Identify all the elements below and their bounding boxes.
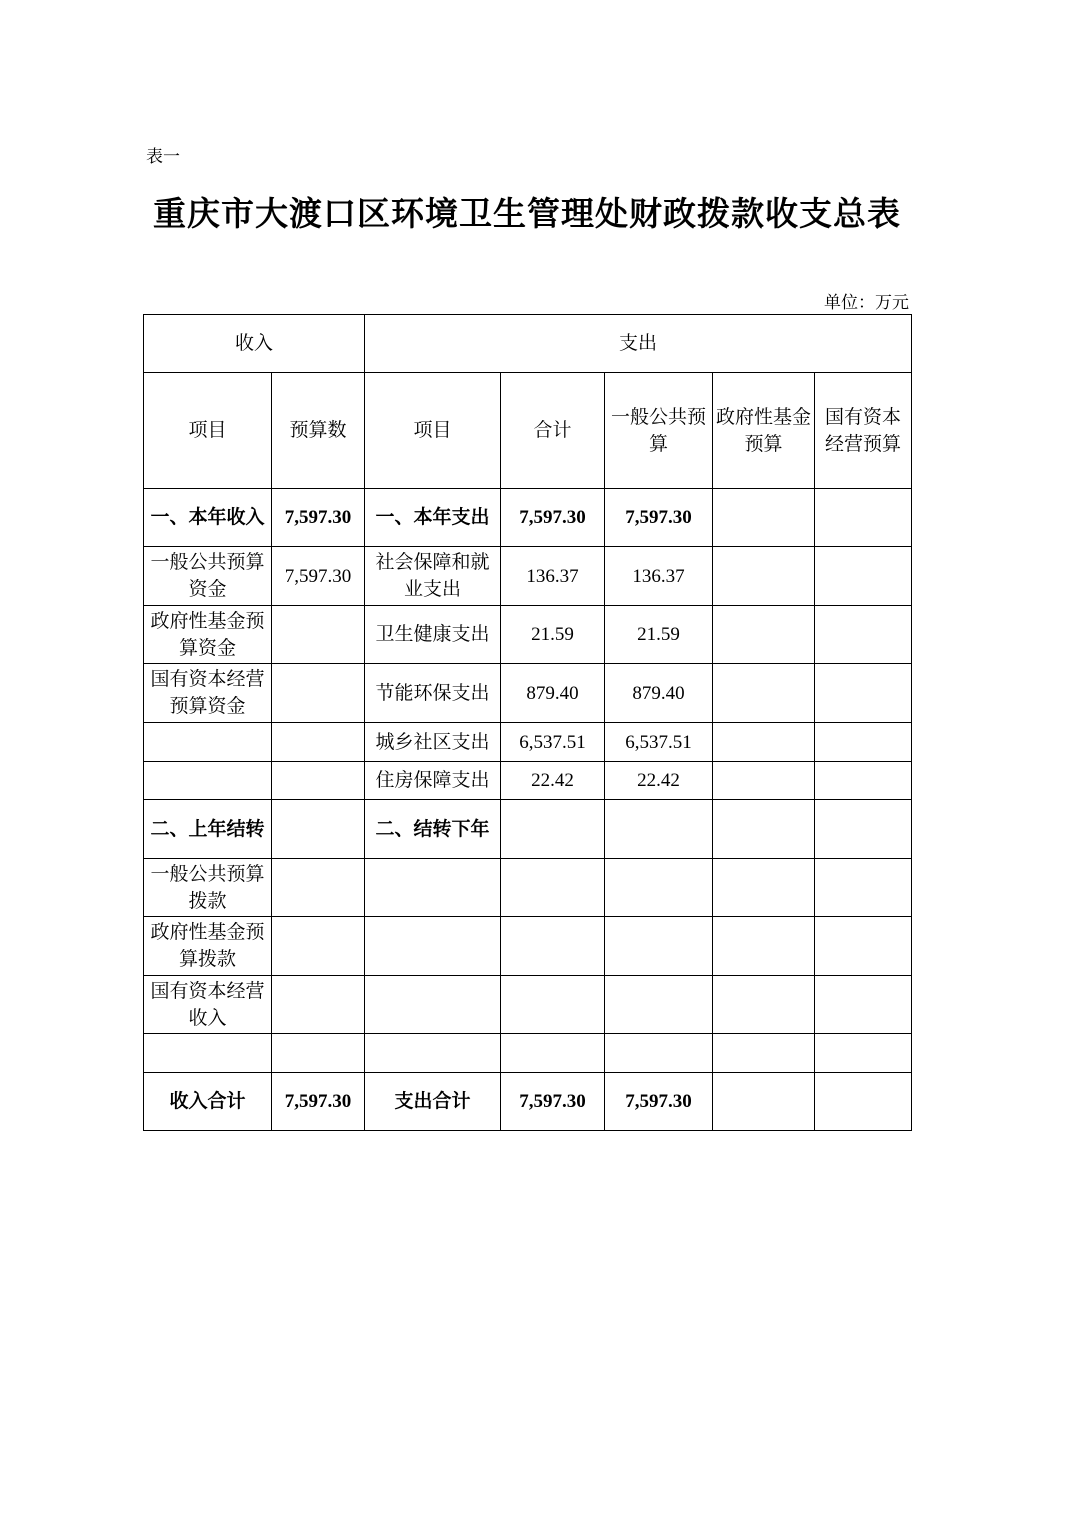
- row-total: [501, 1034, 605, 1073]
- row-total: [501, 976, 605, 1034]
- row-expense-item: 住房保障支出: [365, 762, 501, 800]
- expense-total-label: 支出合计: [365, 1073, 501, 1131]
- row-gov-fund: [713, 723, 815, 762]
- row-state-capital: [815, 547, 912, 606]
- row-state-capital: [815, 917, 912, 976]
- row-state-capital: [815, 723, 912, 762]
- row-expense-item: [365, 976, 501, 1034]
- row-gov-fund: [713, 917, 815, 976]
- row-gov-fund: [713, 606, 815, 664]
- row-expense-item: 城乡社区支出: [365, 723, 501, 762]
- row-income-item: 政府性基金预算拨款: [144, 917, 272, 976]
- row-gov-fund: [713, 547, 815, 606]
- row-income-amount: [272, 976, 365, 1034]
- expense-total-state-capital: [815, 1073, 912, 1131]
- table-label: 表一: [146, 147, 180, 167]
- row-total: 6,537.51: [501, 723, 605, 762]
- row-total: 136.37: [501, 547, 605, 606]
- expense-total-general: 7,597.30: [605, 1073, 713, 1131]
- row-total: [501, 917, 605, 976]
- row-general: 6,537.51: [605, 723, 713, 762]
- row-gov-fund: [713, 1034, 815, 1073]
- expense-header: 支出: [365, 315, 912, 373]
- income-total-amount: 7,597.30: [272, 1073, 365, 1131]
- row-gov-fund: [713, 800, 815, 859]
- row-income-amount: [272, 1034, 365, 1073]
- row-expense-item: [365, 917, 501, 976]
- row-expense-item: 卫生健康支出: [365, 606, 501, 664]
- row-total: [501, 800, 605, 859]
- row-state-capital: [815, 859, 912, 917]
- row-expense-item: [365, 1034, 501, 1073]
- budget-header: 预算数: [272, 373, 365, 489]
- row-gov-fund: [713, 859, 815, 917]
- row-general: [605, 859, 713, 917]
- row-state-capital: [815, 762, 912, 800]
- row-income-item: 国有资本经营预算资金: [144, 664, 272, 723]
- row-state-capital: [815, 976, 912, 1034]
- row-income-item: [144, 762, 272, 800]
- row-total: 22.42: [501, 762, 605, 800]
- row-general: 879.40: [605, 664, 713, 723]
- row-total: 7,597.30: [501, 489, 605, 547]
- row-income-amount: [272, 762, 365, 800]
- row-total: [501, 859, 605, 917]
- income-item-header: 项目: [144, 373, 272, 489]
- row-general: [605, 1034, 713, 1073]
- row-gov-fund: [713, 976, 815, 1034]
- row-income-item: 一般公共预算拨款: [144, 859, 272, 917]
- row-state-capital: [815, 606, 912, 664]
- row-income-amount: [272, 606, 365, 664]
- income-header: 收入: [144, 315, 365, 373]
- document-title: 重庆市大渡口区环境卫生管理处财政拨款收支总表: [153, 194, 901, 233]
- row-income-amount: [272, 917, 365, 976]
- income-total-label: 收入合计: [144, 1073, 272, 1131]
- row-expense-item: 社会保障和就业支出: [365, 547, 501, 606]
- row-expense-item: 二、结转下年: [365, 800, 501, 859]
- row-general: [605, 976, 713, 1034]
- row-general: 7,597.30: [605, 489, 713, 547]
- row-state-capital: [815, 800, 912, 859]
- expense-item-header: 项目: [365, 373, 501, 489]
- row-general: [605, 917, 713, 976]
- expense-total-gov-fund: [713, 1073, 815, 1131]
- row-expense-item: 节能环保支出: [365, 664, 501, 723]
- row-general: 136.37: [605, 547, 713, 606]
- row-income-amount: 7,597.30: [272, 547, 365, 606]
- general-budget-header: 一般公共预算: [605, 373, 713, 489]
- unit-label: 单位：万元: [824, 293, 909, 313]
- gov-fund-header: 政府性基金预算: [713, 373, 815, 489]
- row-gov-fund: [713, 489, 815, 547]
- row-expense-item: [365, 859, 501, 917]
- row-income-item: 一、本年收入: [144, 489, 272, 547]
- row-total: 21.59: [501, 606, 605, 664]
- row-income-amount: [272, 723, 365, 762]
- row-income-amount: [272, 664, 365, 723]
- row-income-amount: [272, 859, 365, 917]
- row-general: [605, 800, 713, 859]
- row-state-capital: [815, 664, 912, 723]
- row-income-item: 二、上年结转: [144, 800, 272, 859]
- row-total: 879.40: [501, 664, 605, 723]
- row-expense-item: 一、本年支出: [365, 489, 501, 547]
- row-income-item: 政府性基金预算资金: [144, 606, 272, 664]
- budget-table: [143, 314, 912, 1131]
- row-income-item: 国有资本经营收入: [144, 976, 272, 1034]
- row-general: 22.42: [605, 762, 713, 800]
- row-general: 21.59: [605, 606, 713, 664]
- row-income-amount: 7,597.30: [272, 489, 365, 547]
- row-gov-fund: [713, 762, 815, 800]
- row-state-capital: [815, 1034, 912, 1073]
- row-income-item: 一般公共预算资金: [144, 547, 272, 606]
- row-income-amount: [272, 800, 365, 859]
- state-capital-header: 国有资本经营预算: [815, 373, 912, 489]
- total-header: 合计: [501, 373, 605, 489]
- expense-total-amount: 7,597.30: [501, 1073, 605, 1131]
- row-income-item: [144, 723, 272, 762]
- row-income-item: [144, 1034, 272, 1073]
- row-state-capital: [815, 489, 912, 547]
- row-gov-fund: [713, 664, 815, 723]
